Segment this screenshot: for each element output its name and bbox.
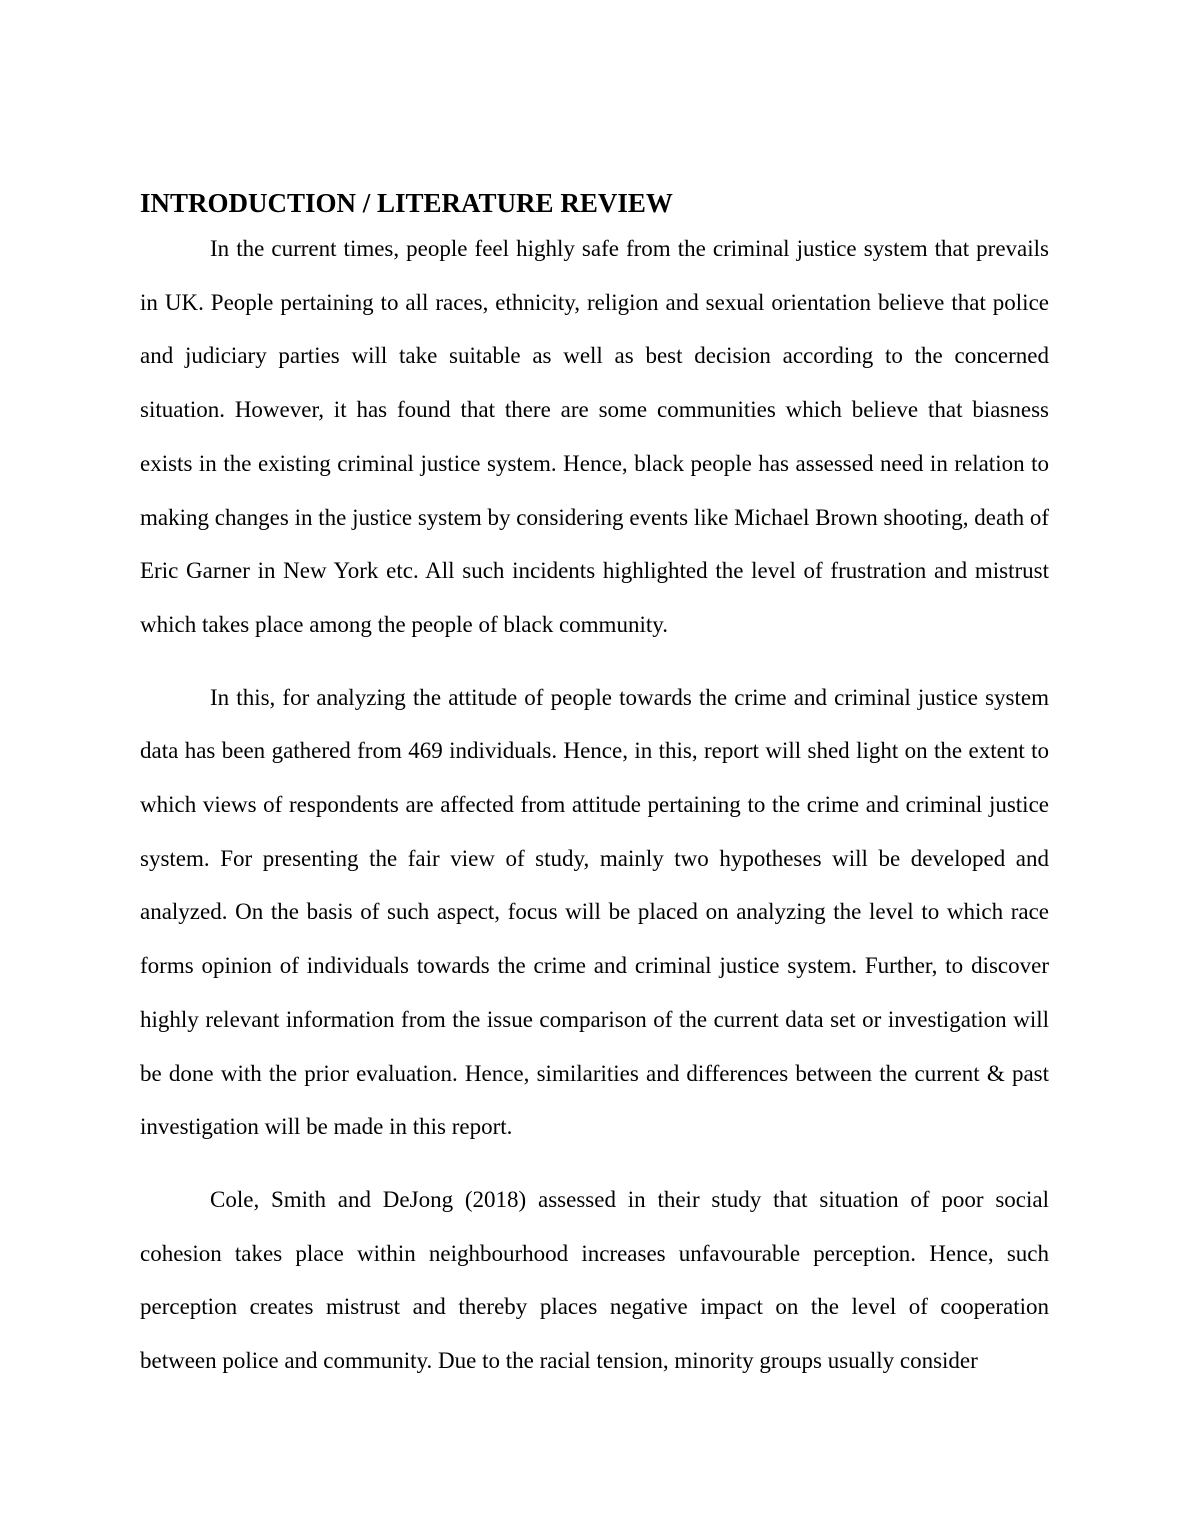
paragraph-1: In the current times, people feel highly safe from the criminal justice system that prevails in UK. People pertaining to all races, ethnicity, religion and sexual orientation believe that police and judiciary parties will take suitable as well as best decision according to the concerned situation. However, it has found that there are some communities which believe that biasness exists in the existing criminal justice system. Hence, black people has assessed need in relation to making changes in the justice system by considering events like Michael Brown shooting, death of Eric Garner in New York etc. All such incidents highlighted the level of frustration and mistrust which takes place among the people of black community. <box>140 236 1049 637</box>
paragraph-2: In this, for analyzing the attitude of people towards the crime and criminal justice system data has been gathered from 469 individuals. Hence, in this, report will shed light on the extent to which views of respondents are affected from attitude pertaining to the crime and criminal justice system. For presenting the fair view of study, mainly two hypotheses will be developed and analyzed. On the basis of such aspect, focus will be placed on analyzing the level to which race forms opinion of individuals towards the crime and criminal justice system. Further, to discover highly relevant information from the issue comparison of the current data set or investigation will be done with the prior evaluation. Hence, similarities and differences between the current & past investigation will be made in this report. <box>140 684 1049 1140</box>
document-page <box>140 184 1049 1388</box>
section-heading: INTRODUCTION / LITERATURE REVIEW <box>140 188 673 218</box>
paragraph-3: Cole, Smith and DeJong (2018) assessed in their study that situation of poor social cohesion takes place within neighbourhood increases unfavourable perception. Hence, such perception creates mistrust and thereby places negative impact on the level of cooperation between police and community. Due to the racial tension, minority groups usually consider <box>140 1186 1049 1374</box>
